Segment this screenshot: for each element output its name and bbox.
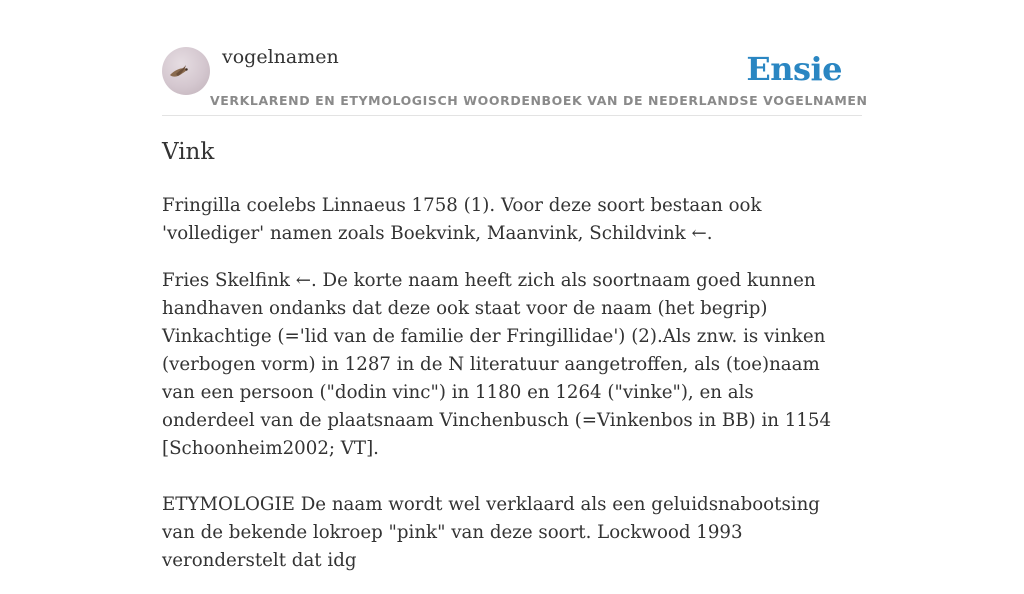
article-paragraph: Fringilla coelebs Linnaeus 1758 (1). Voor deze soort bestaan ook 'vollediger' namen zoals Boekvink, Maanvink, Schildvink ←. <box>162 195 762 244</box>
brand-logo[interactable]: Ensie <box>746 50 842 88</box>
site-tagline: VERKLAREND EN ETYMOLOGISCH WOORDENBOEK VAN DE NEDERLANDSE VOGELNAMEN <box>210 93 868 108</box>
bird-icon <box>162 47 210 95</box>
article-title: Vink <box>162 139 215 165</box>
article-paragraph: Fries Skelfink ←. De korte naam heeft zich als soortnaam goed kunnen handhaven ondanks dat deze ook staat voor de naam (het begrip) Vinkachtige (='lid van de familie der Fringillidae') (2).Als znw. is vinken (verbogen vorm) in 1287 in de N literatuur aangetroffen, als (toe)naam van een persoon ("dodin vinc") in 1180 en 1264 ("vinke"), en als onderdeel van de plaatsnaam Vinchenbusch (=Vinkenbos in BB) in 1154 [Schoonheim2002; VT]. <box>162 270 832 459</box>
article-paragraph: ETYMOLOGIE De naam wordt wel verklaard als een geluidsnabootsing van de bekende lokroep "pink" van deze soort. Lockwood 1993 veronderstelt dat idg <box>162 494 820 571</box>
site-name-link[interactable]: vogelnamen <box>222 46 339 68</box>
article-body <box>162 192 852 594</box>
header-divider <box>162 115 862 116</box>
site-avatar[interactable] <box>162 47 210 95</box>
